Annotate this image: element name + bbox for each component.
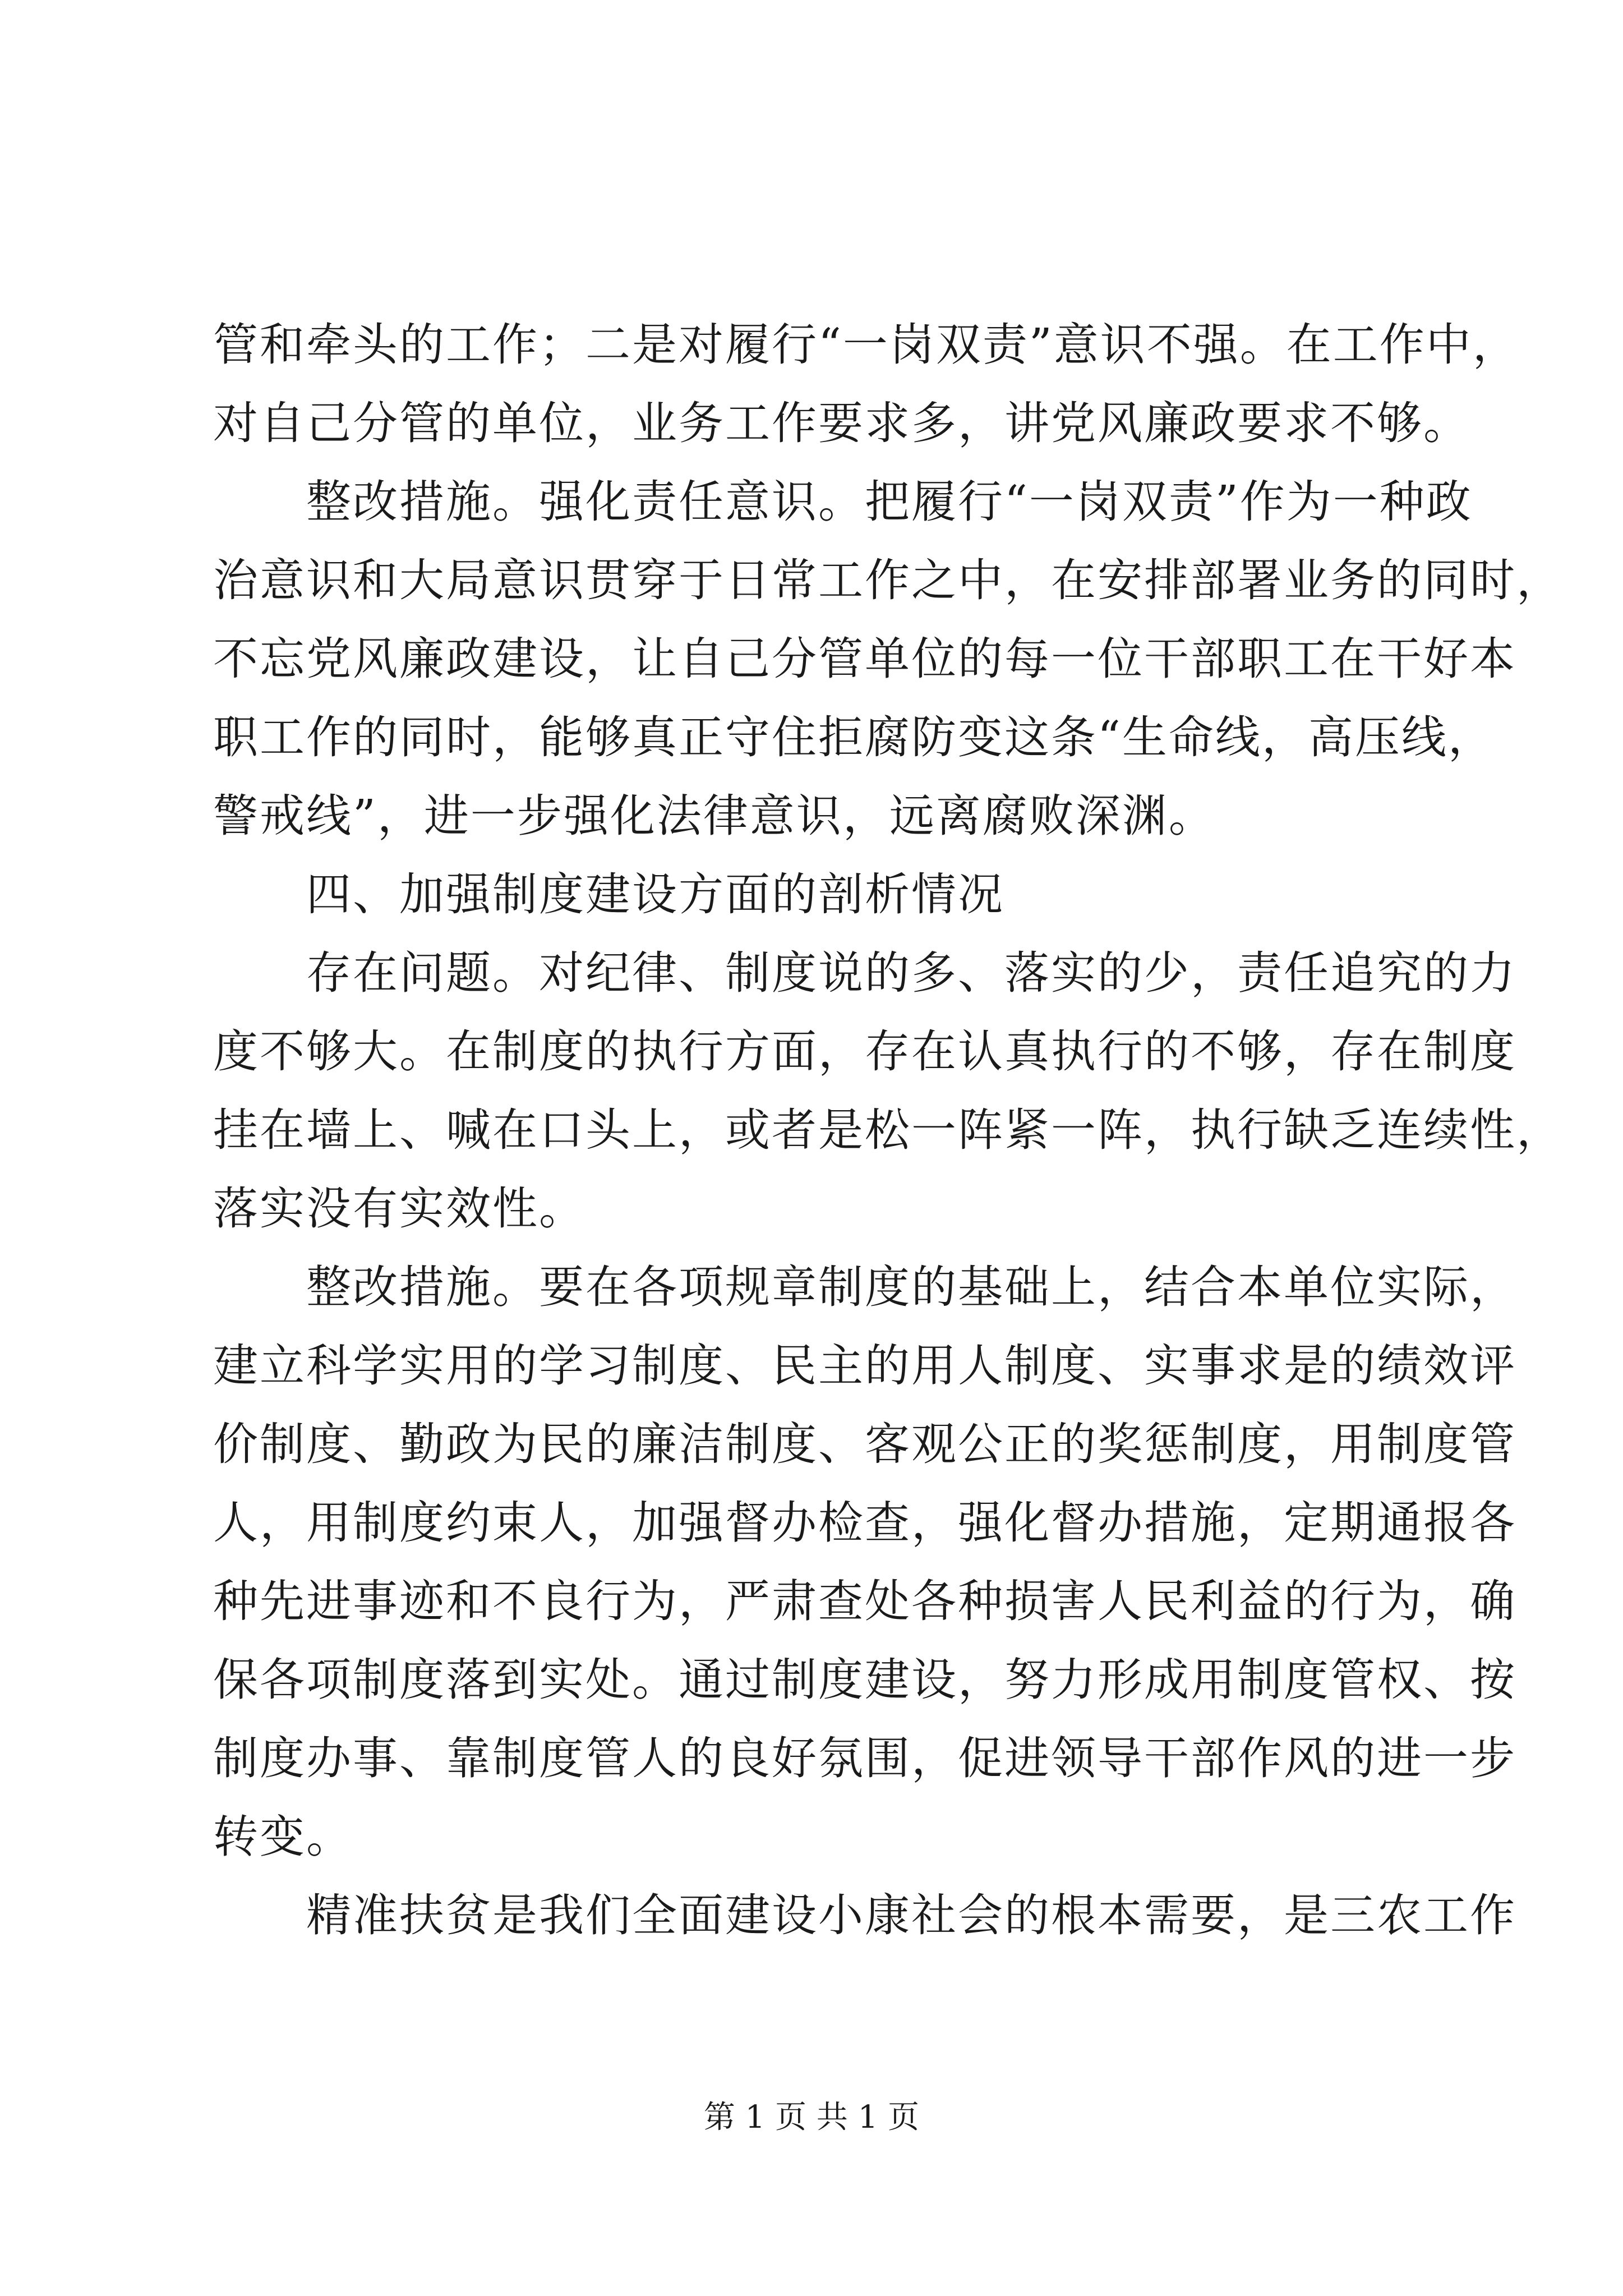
text-line: 建立科学实用的学习制度、民主的用人制度、实事求是的绩效评 bbox=[213, 1340, 1516, 1392]
text-line: 整改措施。要在各项规章制度的基础上，结合本单位实际， bbox=[306, 1261, 1516, 1313]
text-line: 不忘党风廉政建设，让自己分管单位的每一位干部职工在干好本 bbox=[213, 633, 1516, 685]
text-line: 管和牵头的工作；二是对履行“一岗双责”意识不强。在工作中， bbox=[213, 319, 1519, 371]
text-line: 价制度、勤政为民的廉洁制度、客观公正的奖惩制度，用制度管 bbox=[213, 1418, 1516, 1470]
document-body bbox=[213, 306, 1563, 1955]
text-line: 落实没有实效性。 bbox=[213, 1182, 585, 1235]
text-line: 转变。 bbox=[213, 1811, 353, 1863]
text-line: 警戒线”，进一步强化法律意识，远离腐败深渊。 bbox=[213, 790, 1215, 842]
page-number-label: 第 1 页 共 1 页 bbox=[703, 2099, 920, 2136]
text-line: 度不够大。在制度的执行方面，存在认真执行的不够，存在制度 bbox=[213, 1025, 1516, 1078]
text-line: 保各项制度落到实处。通过制度建设，努力形成用制度管权、按 bbox=[213, 1654, 1516, 1706]
page-footer bbox=[0, 2095, 1623, 2140]
text-line: 存在问题。对纪律、制度说的多、落实的少，责任追究的力 bbox=[306, 947, 1516, 999]
text-line: 对自己分管的单位，业务工作要求多，讲党风廉政要求不够。 bbox=[213, 397, 1470, 449]
text-line: 职工作的同时，能够真正守住拒腐防变这条“生命线，高压线， bbox=[213, 711, 1495, 763]
text-line: 制度办事、靠制度管人的良好氛围，促进领导干部作风的进一步 bbox=[213, 1732, 1516, 1784]
text-line: 人，用制度约束人，加强督办检查，强化督办措施，定期通报各 bbox=[213, 1497, 1516, 1549]
text-line: 挂在墙上、喊在口头上，或者是松一阵紧一阵，执行缺乏连续性， bbox=[213, 1104, 1563, 1156]
text-line: 精准扶贫是我们全面建设小康社会的根本需要，是三农工作 bbox=[306, 1889, 1516, 1941]
text-line: 整改措施。强化责任意识。把履行“一岗双责”作为一种政 bbox=[306, 476, 1473, 528]
text-line: 治意识和大局意识贯穿于日常工作之中，在安排部署业务的同时， bbox=[213, 554, 1563, 606]
section-heading: 四、加强制度建设方面的剖析情况 bbox=[306, 868, 1004, 921]
text-line: 种先进事迹和不良行为，严肃查处各种损害人民利益的行为，确 bbox=[213, 1575, 1516, 1627]
